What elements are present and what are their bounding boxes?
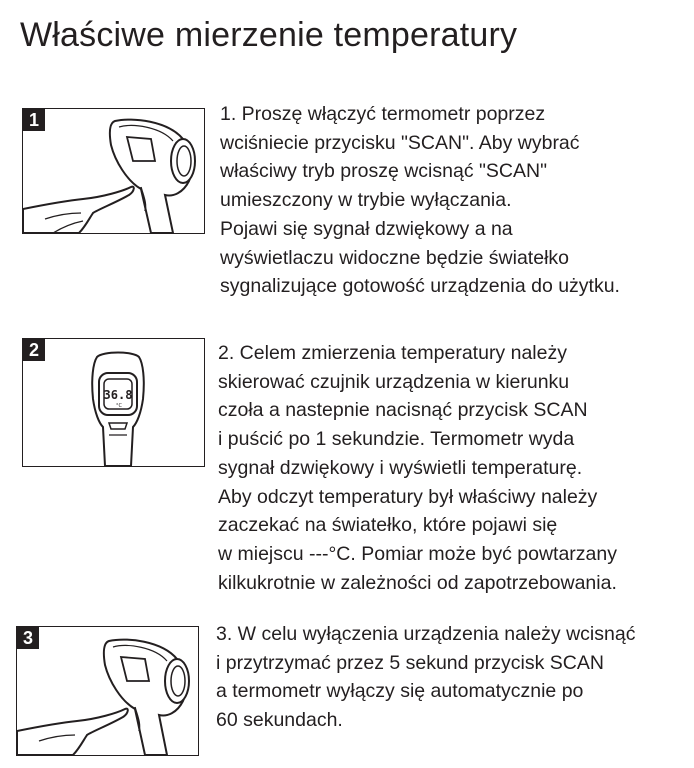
step-1-line: właściwy tryb proszę wcisnąć "SCAN" — [220, 160, 548, 183]
step-2-line: w miejscu ---°C. Pomiar może być powtarzany — [218, 542, 617, 565]
step-2-number-badge: 2 — [23, 339, 45, 361]
step-2-text — [218, 339, 617, 597]
step-1-line: sygnalizujące gotowość urządzenia do użytku. — [220, 275, 620, 298]
step-2-line: skierować czujnik urządzenia w kierunku — [218, 370, 570, 393]
step-2-line: kilkukrotnie w zależności od zapotrzebowania. — [218, 571, 617, 594]
page-title: Właściwe mierzenie temperatury — [20, 16, 518, 54]
step-2-line: i puścić po 1 sekundzie. Termometr wyda — [218, 428, 575, 451]
step-1-line: umieszczony w trybie wyłączania. — [220, 189, 512, 212]
step-3-number-badge: 3 — [17, 627, 39, 649]
step-2-line: sygnał dzwiękowy i wyświetli temperaturę. — [218, 456, 583, 479]
step-3-line: i przytrzymać przez 5 sekund przycisk SCAN — [216, 651, 604, 674]
step-1-line: Pojawi się sygnał dzwiękowy a na — [220, 217, 513, 240]
step-3-text — [216, 620, 635, 735]
step-3-line: a termometr wyłączy się automatycznie po — [216, 680, 584, 703]
display-unit: °C — [116, 403, 122, 409]
step-2-line: Aby odczyt temperatury był właściwy należy — [218, 485, 598, 508]
step-1-line: wciśniecie przycisku "SCAN". Aby wybrać — [220, 131, 580, 154]
step-2-line: 2. Celem zmierzenia temperatury należy — [218, 342, 567, 364]
step-2-line: zaczekać na światełko, które pojawi się — [218, 514, 558, 537]
step-1-text — [220, 100, 620, 301]
thermometer-front-icon — [23, 339, 204, 466]
step-3-illustration — [16, 626, 199, 756]
step-3-line: 3. W celu wyłączenia urządzenia należy wcisnąć — [216, 623, 636, 645]
thermometer-side-icon — [17, 627, 198, 755]
step-1-illustration — [22, 108, 205, 234]
step-2-illustration — [22, 338, 205, 467]
step-1-line: 1. Proszę włączyć termometr poprzez — [220, 103, 546, 125]
step-3-line: 60 sekundach. — [216, 709, 343, 732]
step-2-line: czoła a nastepnie nacisnąć przycisk SCAN — [218, 399, 588, 422]
thermometer-side-icon — [23, 109, 204, 233]
step-1-number-badge: 1 — [23, 109, 45, 131]
display-reading: 36.8 — [103, 388, 133, 402]
step-1-line: wyświetlaczu widoczne będzie światełko — [220, 246, 569, 269]
